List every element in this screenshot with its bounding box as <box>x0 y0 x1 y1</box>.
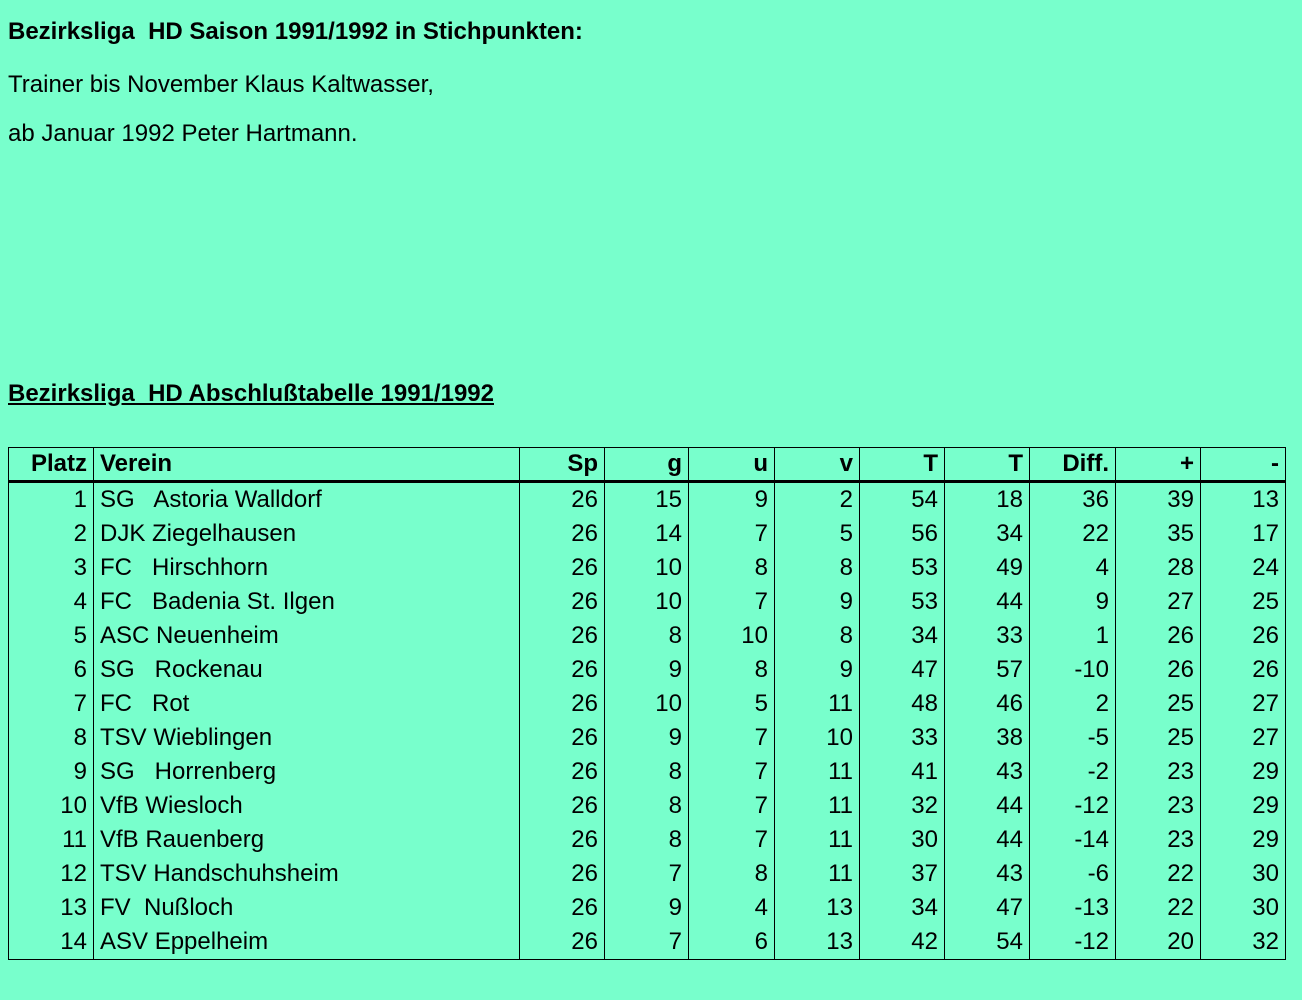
cell-gewonnen: 7 <box>605 857 689 891</box>
table-row <box>9 857 1286 891</box>
cell-punkte-plus: 25 <box>1116 721 1201 755</box>
cell-tore-plus: 41 <box>860 755 945 789</box>
cell-verein: VfB Rauenberg <box>94 823 520 857</box>
cell-gewonnen: 8 <box>605 823 689 857</box>
cell-gewonnen: 7 <box>605 925 689 960</box>
page-title: Bezirksliga HD Saison 1991/1992 in Stichpunkten: <box>8 18 583 45</box>
cell-punkte-plus: 26 <box>1116 653 1201 687</box>
cell-unentschieden: 7 <box>689 517 775 551</box>
table-row <box>9 482 1286 518</box>
cell-tore-minus: 38 <box>945 721 1030 755</box>
column-header-gewonnen: g <box>605 448 689 482</box>
table-row <box>9 823 1286 857</box>
cell-punkte-minus: 27 <box>1201 721 1286 755</box>
cell-spiele: 26 <box>520 857 605 891</box>
cell-platz: 8 <box>73 724 87 751</box>
cell-spiele: 26 <box>520 925 605 960</box>
cell-unentschieden: 8 <box>689 653 775 687</box>
table-row <box>9 619 1286 653</box>
trainer-line-2: ab Januar 1992 Peter Hartmann. <box>8 120 358 147</box>
cell-verloren: 13 <box>775 891 860 925</box>
cell-tore-minus: 46 <box>945 687 1030 721</box>
cell-spiele: 26 <box>520 755 605 789</box>
cell-tore-plus: 34 <box>860 619 945 653</box>
cell-tore-minus: 43 <box>945 857 1030 891</box>
column-header-platz: Platz <box>9 448 94 482</box>
table-row <box>9 517 1286 551</box>
cell-spiele: 26 <box>520 891 605 925</box>
cell-verloren: 8 <box>775 619 860 653</box>
table-row <box>9 687 1286 721</box>
column-header-punkte-minus: - <box>1201 448 1286 482</box>
cell-verloren: 11 <box>775 789 860 823</box>
cell-punkte-minus: 32 <box>1201 925 1286 960</box>
cell-punkte-minus: 27 <box>1201 687 1286 721</box>
cell-platz: 9 <box>73 758 87 785</box>
trainer-line-1: Trainer bis November Klaus Kaltwasser, <box>8 71 434 98</box>
cell-diff: -5 <box>1030 721 1116 755</box>
cell-gewonnen: 9 <box>605 653 689 687</box>
cell-diff: 36 <box>1030 482 1116 518</box>
cell-unentschieden: 7 <box>689 823 775 857</box>
cell-punkte-plus: 23 <box>1116 755 1201 789</box>
table-row <box>9 891 1286 925</box>
cell-tore-minus: 43 <box>945 755 1030 789</box>
cell-tore-plus: 54 <box>860 482 945 518</box>
cell-verein: SG Rockenau <box>94 653 520 687</box>
cell-unentschieden: 7 <box>689 789 775 823</box>
cell-tore-plus: 37 <box>860 857 945 891</box>
cell-diff: 4 <box>1030 551 1116 585</box>
cell-punkte-minus: 25 <box>1201 585 1286 619</box>
cell-spiele: 26 <box>520 517 605 551</box>
cell-punkte-minus: 29 <box>1201 755 1286 789</box>
cell-gewonnen: 8 <box>605 619 689 653</box>
cell-diff: 9 <box>1030 585 1116 619</box>
cell-tore-plus: 56 <box>860 517 945 551</box>
cell-tore-minus: 47 <box>945 891 1030 925</box>
cell-verein: VfB Wiesloch <box>94 789 520 823</box>
cell-punkte-minus: 29 <box>1201 823 1286 857</box>
cell-verein: DJK Ziegelhausen <box>94 517 520 551</box>
cell-platz: 1 <box>73 486 87 513</box>
cell-diff: -10 <box>1030 653 1116 687</box>
cell-spiele: 26 <box>520 585 605 619</box>
cell-verloren: 10 <box>775 721 860 755</box>
column-header-verein: Verein <box>94 448 520 482</box>
cell-unentschieden: 8 <box>689 551 775 585</box>
cell-platz: 12 <box>60 860 87 887</box>
cell-punkte-plus: 23 <box>1116 789 1201 823</box>
cell-diff: -12 <box>1030 789 1116 823</box>
cell-spiele: 26 <box>520 653 605 687</box>
cell-spiele: 26 <box>520 789 605 823</box>
cell-platz: 2 <box>73 520 87 547</box>
table-row <box>9 585 1286 619</box>
cell-diff: -13 <box>1030 891 1116 925</box>
cell-diff: -14 <box>1030 823 1116 857</box>
cell-tore-minus: 44 <box>945 823 1030 857</box>
cell-tore-plus: 48 <box>860 687 945 721</box>
table-row <box>9 789 1286 823</box>
column-header-punkte-plus: + <box>1116 448 1201 482</box>
table-row <box>9 721 1286 755</box>
cell-punkte-plus: 27 <box>1116 585 1201 619</box>
table-row <box>9 653 1286 687</box>
cell-punkte-plus: 23 <box>1116 823 1201 857</box>
cell-punkte-minus: 24 <box>1201 551 1286 585</box>
column-header-tore-minus: T <box>945 448 1030 482</box>
cell-punkte-minus: 26 <box>1201 653 1286 687</box>
cell-gewonnen: 10 <box>605 551 689 585</box>
cell-punkte-minus: 13 <box>1201 482 1286 518</box>
cell-verein: SG Astoria Walldorf <box>94 482 520 518</box>
cell-spiele: 26 <box>520 823 605 857</box>
cell-diff: 1 <box>1030 619 1116 653</box>
cell-punkte-plus: 35 <box>1116 517 1201 551</box>
cell-tore-plus: 33 <box>860 721 945 755</box>
cell-tore-minus: 49 <box>945 551 1030 585</box>
cell-tore-plus: 32 <box>860 789 945 823</box>
cell-unentschieden: 5 <box>689 687 775 721</box>
cell-tore-plus: 42 <box>860 925 945 960</box>
cell-punkte-plus: 22 <box>1116 891 1201 925</box>
cell-spiele: 26 <box>520 551 605 585</box>
table-row <box>9 755 1286 789</box>
cell-spiele: 26 <box>520 482 605 518</box>
cell-tore-plus: 47 <box>860 653 945 687</box>
cell-platz: 13 <box>60 894 87 921</box>
cell-verein: TSV Wieblingen <box>94 721 520 755</box>
cell-verloren: 9 <box>775 653 860 687</box>
cell-punkte-plus: 20 <box>1116 925 1201 960</box>
cell-diff: -2 <box>1030 755 1116 789</box>
cell-unentschieden: 7 <box>689 755 775 789</box>
cell-platz: 5 <box>73 622 87 649</box>
cell-verein: FC Badenia St. Ilgen <box>94 585 520 619</box>
cell-verein: FV Nußloch <box>94 891 520 925</box>
cell-punkte-minus: 17 <box>1201 517 1286 551</box>
cell-verloren: 11 <box>775 687 860 721</box>
cell-punkte-plus: 28 <box>1116 551 1201 585</box>
cell-gewonnen: 8 <box>605 789 689 823</box>
table-header-row <box>9 448 1286 482</box>
cell-platz: 3 <box>73 554 87 581</box>
cell-unentschieden: 7 <box>689 585 775 619</box>
cell-platz: 6 <box>73 656 87 683</box>
standings-body <box>9 482 1286 960</box>
cell-gewonnen: 10 <box>605 585 689 619</box>
table-row <box>9 551 1286 585</box>
cell-verloren: 13 <box>775 925 860 960</box>
table-row <box>9 925 1286 960</box>
cell-verloren: 9 <box>775 585 860 619</box>
cell-punkte-plus: 39 <box>1116 482 1201 518</box>
cell-punkte-plus: 26 <box>1116 619 1201 653</box>
cell-verloren: 8 <box>775 551 860 585</box>
cell-verloren: 11 <box>775 857 860 891</box>
cell-platz: 4 <box>73 588 87 615</box>
cell-punkte-minus: 30 <box>1201 857 1286 891</box>
column-header-spiele: Sp <box>520 448 605 482</box>
cell-diff: 22 <box>1030 517 1116 551</box>
cell-spiele: 26 <box>520 619 605 653</box>
cell-verloren: 11 <box>775 823 860 857</box>
table-title: Bezirksliga HD Abschlußtabelle 1991/1992 <box>8 380 494 407</box>
cell-diff: -6 <box>1030 857 1116 891</box>
cell-verein: FC Hirschhorn <box>94 551 520 585</box>
standings-table <box>8 447 1286 960</box>
cell-gewonnen: 10 <box>605 687 689 721</box>
cell-tore-minus: 33 <box>945 619 1030 653</box>
cell-tore-minus: 44 <box>945 789 1030 823</box>
cell-gewonnen: 8 <box>605 755 689 789</box>
cell-verein: ASV Eppelheim <box>94 925 520 960</box>
cell-tore-plus: 34 <box>860 891 945 925</box>
cell-unentschieden: 8 <box>689 857 775 891</box>
cell-punkte-plus: 22 <box>1116 857 1201 891</box>
cell-tore-minus: 54 <box>945 925 1030 960</box>
cell-tore-plus: 53 <box>860 551 945 585</box>
cell-tore-minus: 34 <box>945 517 1030 551</box>
cell-platz: 10 <box>60 792 87 819</box>
cell-diff: -12 <box>1030 925 1116 960</box>
cell-platz: 11 <box>62 826 87 853</box>
cell-unentschieden: 10 <box>689 619 775 653</box>
cell-verein: FC Rot <box>94 687 520 721</box>
cell-gewonnen: 15 <box>605 482 689 518</box>
cell-tore-plus: 53 <box>860 585 945 619</box>
cell-tore-minus: 44 <box>945 585 1030 619</box>
column-header-verloren: v <box>775 448 860 482</box>
cell-gewonnen: 14 <box>605 517 689 551</box>
cell-tore-minus: 57 <box>945 653 1030 687</box>
cell-unentschieden: 4 <box>689 891 775 925</box>
cell-punkte-minus: 29 <box>1201 789 1286 823</box>
cell-tore-plus: 30 <box>860 823 945 857</box>
cell-gewonnen: 9 <box>605 721 689 755</box>
cell-tore-minus: 18 <box>945 482 1030 518</box>
column-header-tore-plus: T <box>860 448 945 482</box>
cell-gewonnen: 9 <box>605 891 689 925</box>
cell-verein: TSV Handschuhsheim <box>94 857 520 891</box>
cell-punkte-plus: 25 <box>1116 687 1201 721</box>
cell-verloren: 2 <box>775 482 860 518</box>
cell-spiele: 26 <box>520 687 605 721</box>
cell-unentschieden: 6 <box>689 925 775 960</box>
cell-verein: SG Horrenberg <box>94 755 520 789</box>
cell-verein: ASC Neuenheim <box>94 619 520 653</box>
cell-verloren: 5 <box>775 517 860 551</box>
column-header-diff: Diff. <box>1030 448 1116 482</box>
cell-punkte-minus: 26 <box>1201 619 1286 653</box>
cell-platz: 14 <box>60 928 87 955</box>
column-header-unentschieden: u <box>689 448 775 482</box>
cell-unentschieden: 9 <box>689 482 775 518</box>
cell-punkte-minus: 30 <box>1201 891 1286 925</box>
cell-diff: 2 <box>1030 687 1116 721</box>
cell-verloren: 11 <box>775 755 860 789</box>
cell-platz: 7 <box>73 690 87 717</box>
cell-spiele: 26 <box>520 721 605 755</box>
cell-unentschieden: 7 <box>689 721 775 755</box>
